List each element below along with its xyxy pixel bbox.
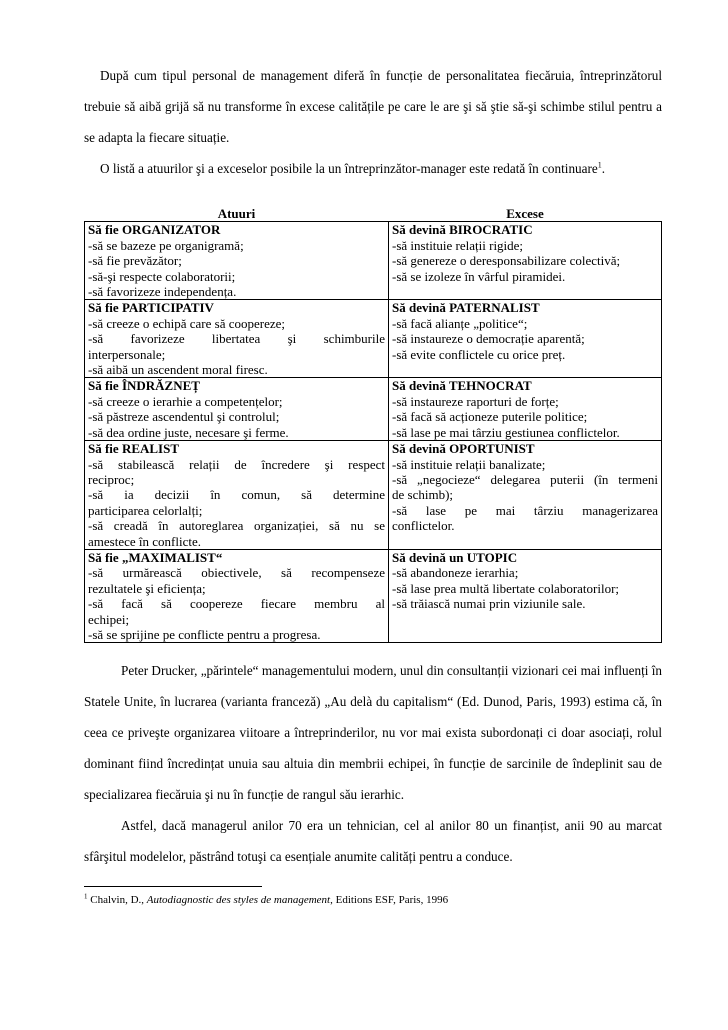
cell-line: -să instituie relații rigide; bbox=[392, 237, 524, 253]
footnote bbox=[84, 893, 662, 907]
intro-paragraph-2-end: . bbox=[601, 161, 606, 176]
table-row bbox=[85, 441, 662, 550]
cell-line: -să instaureze o democrație aparentă; bbox=[392, 331, 585, 347]
intro-paragraph-2-text: O listă a atuurilor şi a exceselor posibile la un întreprinzător-manager este redată în continuare bbox=[100, 161, 598, 176]
cell-line: -să se bazeze pe organigramă; bbox=[88, 237, 244, 253]
excess-title: Să devină un UTOPIC bbox=[392, 549, 518, 565]
strength-cell bbox=[85, 549, 389, 642]
excess-cell bbox=[389, 441, 662, 550]
cell-line: -să abandoneze ierarhia; bbox=[392, 565, 519, 581]
cell-line: -să trăiască numai prin viziunile sale. bbox=[392, 596, 586, 612]
cell-line: -să facă alianțe „politice“; bbox=[392, 315, 528, 331]
header-excesses: Excese bbox=[389, 206, 662, 222]
cell-line: -să creeze o ierarhie a competențelor; bbox=[88, 393, 283, 409]
excess-title: Să devină PATERNALIST bbox=[392, 300, 540, 316]
strength-cell bbox=[85, 378, 389, 441]
cell-line: -să aibă un ascendent moral firesc. bbox=[88, 362, 268, 378]
excess-cell bbox=[389, 300, 662, 378]
cell-line: -să se sprijine pe conflicte pentru a progresa. bbox=[88, 626, 321, 642]
cell-line: -să facă să coopereze fiecare membru al bbox=[88, 596, 385, 612]
cell-line: -să-şi respecte colaboratorii; bbox=[88, 268, 236, 284]
cell-line: participarea celorlalți; bbox=[88, 502, 203, 518]
cell-line: -să favorizeze independența. bbox=[88, 284, 237, 300]
table-row bbox=[85, 378, 662, 441]
strength-title: Să fie ORGANIZATOR bbox=[88, 222, 221, 238]
footnote-mark: 1 bbox=[84, 892, 88, 901]
strength-title: Să fie ÎNDRĂZNEȚ bbox=[88, 378, 200, 394]
cell-line: rezultatele şi eficiența; bbox=[88, 580, 206, 596]
cell-line: -să instituie relații banalizate; bbox=[392, 456, 546, 472]
cell-line: -să urmărească obiectivele, să recompenseze bbox=[88, 565, 385, 581]
intro-paragraph-2 bbox=[84, 153, 662, 184]
cell-line: -să „negocieze“ delegarea puterii (în termeni bbox=[392, 471, 658, 487]
conclusion-paragraph: Astfel, dacă managerul anilor 70 era un tehnician, cel al anilor 80 un finanțist, anii 90 au marcat sfârşitul modelelor, păstrând totuşi ca esențiale anumite calități pentru a conduce. bbox=[84, 818, 662, 865]
cell-line: -să instaureze raporturi de forțe; bbox=[392, 393, 559, 409]
footnote-text-after: , Editions ESF, Paris, 1996 bbox=[330, 894, 449, 907]
cell-line: de schimb); bbox=[392, 487, 454, 503]
cell-line: -să favorizeze libertatea şi schimburile bbox=[88, 331, 385, 347]
cell-line: -să lase pe mai târziu managerizarea bbox=[392, 502, 658, 518]
table-header-row bbox=[85, 206, 662, 222]
cell-line: reciproc; bbox=[88, 471, 135, 487]
cell-line: -să facă să acționeze puterile politice; bbox=[392, 409, 588, 425]
cell-line: -să lase prea multă libertate colaboratorilor; bbox=[392, 580, 620, 596]
cell-line: -să creeze o echipă care să coopereze; bbox=[88, 315, 286, 331]
cell-line: -să fie prevăzător; bbox=[88, 253, 182, 269]
document-page bbox=[84, 60, 662, 907]
cell-line: amestece în conflicte. bbox=[88, 533, 201, 549]
strength-title: Să fie „MAXIMALIST“ bbox=[88, 549, 223, 565]
cell-line: -să dea ordine juste, necesare şi ferme. bbox=[88, 424, 289, 440]
excess-title: Să devină OPORTUNIST bbox=[392, 441, 535, 457]
cell-line: -să creadă în autoreglarea organizației, să nu se bbox=[88, 518, 385, 534]
footnote-text-before: Chalvin, D., bbox=[87, 894, 147, 907]
table-row bbox=[85, 549, 662, 642]
strengths-excesses-table bbox=[84, 206, 662, 643]
cell-line: -să se izoleze în vârful piramidei. bbox=[392, 268, 566, 284]
excess-cell bbox=[389, 222, 662, 300]
table-row bbox=[85, 300, 662, 378]
cell-line: -să păstreze ascendentul şi controlul; bbox=[88, 409, 280, 425]
header-strengths: Atuuri bbox=[85, 206, 389, 222]
cell-line: -să lase pe mai târziu gestiunea conflictelor. bbox=[392, 424, 620, 440]
intro-paragraph-1: După cum tipul personal de management diferă în funcție de personalitatea fiecăruia, întreprinzătorul trebuie să aibă grijă să nu transforme în excese calitățile pe care le are şi să ştie să-şi schimbe stilul pentru a se adapta la fiecare situație. bbox=[84, 68, 662, 145]
footnote-reference: 1 bbox=[597, 160, 602, 170]
closing-section bbox=[84, 655, 662, 872]
cell-line: -să stabilească relații de încredere şi respect bbox=[88, 456, 385, 472]
table-body bbox=[85, 222, 662, 643]
cell-line: echipei; bbox=[88, 611, 130, 627]
footnote-title: Autodiagnostic des styles de management bbox=[146, 894, 331, 907]
cell-line: -să genereze o deresponsabilizare colectivă; bbox=[392, 253, 621, 269]
cell-line: -să ia decizii în comun, să determine bbox=[88, 487, 385, 503]
strength-cell bbox=[85, 441, 389, 550]
excess-title: Să devină BIROCRATIC bbox=[392, 222, 533, 238]
excess-cell bbox=[389, 378, 662, 441]
drucker-paragraph: Peter Drucker, „părintele“ managementului modern, unul din consultanții vizionari cei mai influenți în Statele Unite, în lucrarea (varianta franceză) „Au delà du capitalism“ (Ed. Dunod, Paris, 1993) estima că, în ceea ce priveşte organizarea viitoare a întreprinderilor, nu vor mai exista subordonați ci doar asociați, rolul dominant fiind încredințat unuia sau altuia din membrii echipei, în funcție de sarcinile de îndeplinit sau de specializarea fiecăruia şi nu în funcție de rangul său ierarhic. bbox=[84, 663, 662, 803]
excess-title: Să devină TEHNOCRAT bbox=[392, 378, 532, 394]
cell-line: -să evite conflictele cu orice preț. bbox=[392, 346, 566, 362]
strength-title: Să fie REALIST bbox=[88, 441, 180, 457]
table-row bbox=[85, 222, 662, 300]
cell-line: interpersonale; bbox=[88, 346, 166, 362]
excess-cell bbox=[389, 549, 662, 642]
strength-title: Să fie PARTICIPATIV bbox=[88, 300, 214, 316]
footnote-separator bbox=[84, 886, 262, 887]
strength-cell bbox=[85, 222, 389, 300]
strength-cell bbox=[85, 300, 389, 378]
cell-line: conflictelor. bbox=[392, 518, 455, 534]
